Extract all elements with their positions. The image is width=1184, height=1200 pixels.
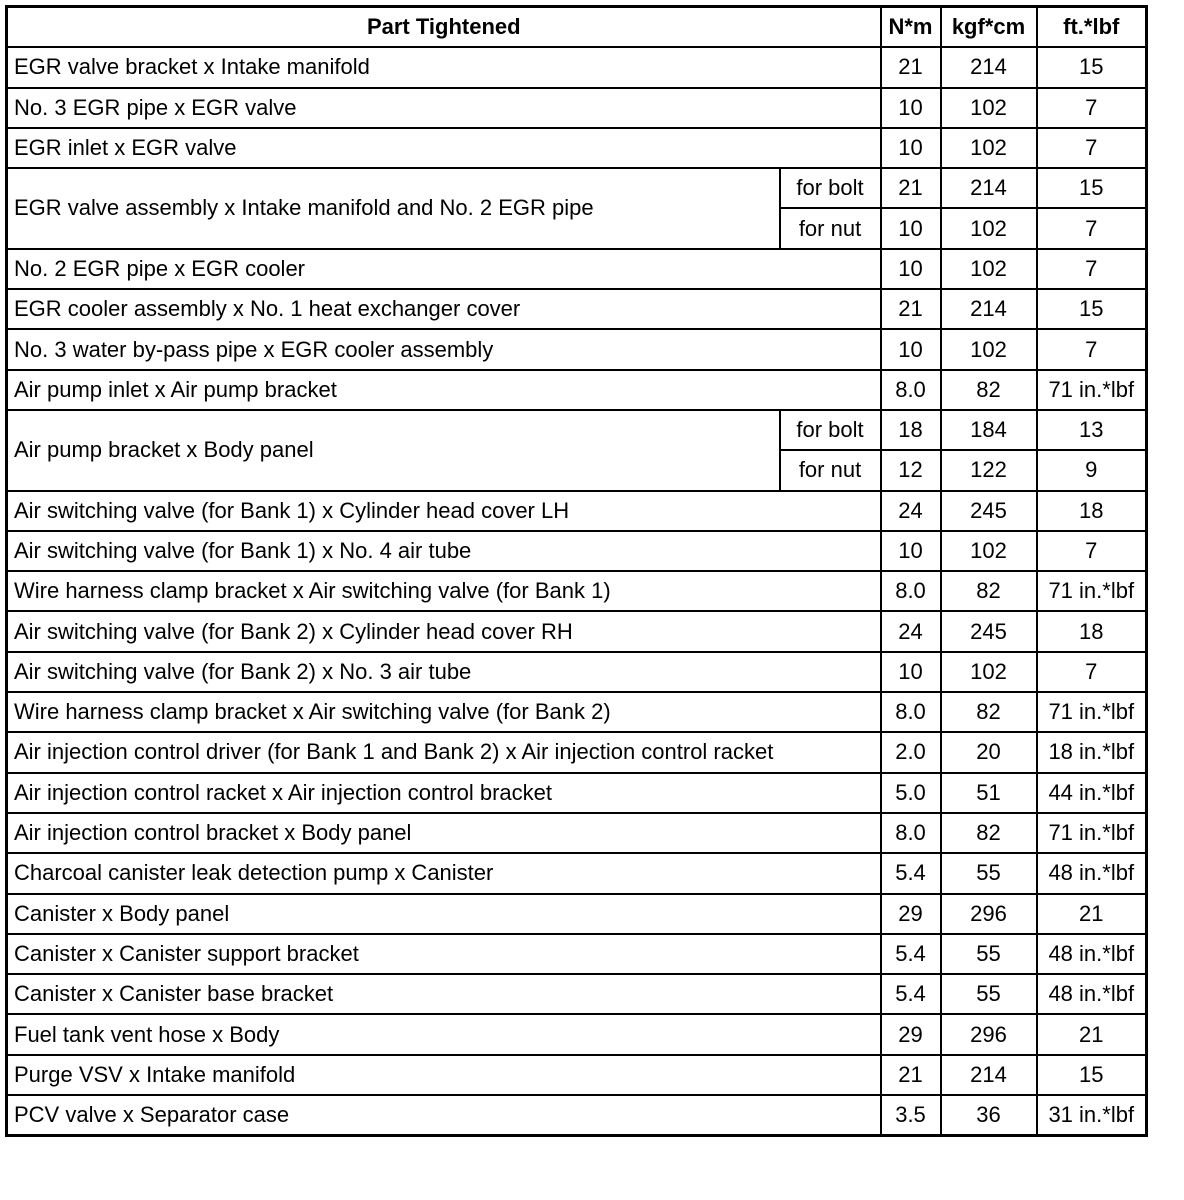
torque-nm-cell: 5.0: [881, 773, 941, 813]
torque-kgf-cm-cell: 82: [941, 370, 1037, 410]
fastener-type-cell: for nut: [780, 208, 881, 248]
table-row: [7, 813, 1147, 853]
table-row: [7, 1095, 1147, 1136]
torque-kgf-cm-cell: 296: [941, 894, 1037, 934]
torque-kgf-cm-cell: 36: [941, 1095, 1037, 1136]
part-name-cell: Air injection control racket x Air injection control bracket: [7, 773, 881, 813]
table-row: [7, 692, 1147, 732]
torque-ft-lbf-cell: 7: [1037, 652, 1147, 692]
torque-nm-cell: 21: [881, 1055, 941, 1095]
part-name-cell: Canister x Canister support bracket: [7, 934, 881, 974]
torque-ft-lbf-cell: 18: [1037, 491, 1147, 531]
part-name-cell: Air pump inlet x Air pump bracket: [7, 370, 881, 410]
part-name-cell: Air switching valve (for Bank 1) x Cylinder head cover LH: [7, 491, 881, 531]
torque-ft-lbf-cell: 18: [1037, 611, 1147, 651]
table-row: [7, 773, 1147, 813]
torque-ft-lbf-cell: 7: [1037, 128, 1147, 168]
torque-kgf-cm-cell: 102: [941, 531, 1037, 571]
part-name-cell: PCV valve x Separator case: [7, 1095, 881, 1136]
torque-kgf-cm-cell: 20: [941, 732, 1037, 772]
table-row: [7, 611, 1147, 651]
torque-kgf-cm-cell: 214: [941, 47, 1037, 87]
torque-ft-lbf-cell: 48 in.*lbf: [1037, 934, 1147, 974]
torque-nm-cell: 8.0: [881, 571, 941, 611]
part-name-cell: Air switching valve (for Bank 2) x No. 3 air tube: [7, 652, 881, 692]
table-header-row: [7, 7, 1147, 48]
torque-ft-lbf-cell: 21: [1037, 1014, 1147, 1054]
torque-kgf-cm-cell: 245: [941, 611, 1037, 651]
table-row: [7, 652, 1147, 692]
part-name-cell: No. 3 EGR pipe x EGR valve: [7, 88, 881, 128]
table-row: [7, 732, 1147, 772]
fastener-type-cell: for nut: [780, 450, 881, 490]
table-row: [7, 410, 1147, 450]
torque-ft-lbf-cell: 71 in.*lbf: [1037, 370, 1147, 410]
torque-nm-cell: 10: [881, 88, 941, 128]
torque-ft-lbf-cell: 7: [1037, 249, 1147, 289]
part-name-cell: EGR valve bracket x Intake manifold: [7, 47, 881, 87]
table-row: [7, 1055, 1147, 1095]
torque-nm-cell: 21: [881, 289, 941, 329]
torque-kgf-cm-cell: 102: [941, 208, 1037, 248]
part-name-cell: EGR valve assembly x Intake manifold and No. 2 EGR pipe: [7, 168, 780, 249]
torque-nm-cell: 8.0: [881, 692, 941, 732]
torque-kgf-cm-cell: 82: [941, 813, 1037, 853]
table-body: [7, 47, 1147, 1136]
torque-kgf-cm-cell: 55: [941, 934, 1037, 974]
header-ft-lbf: ft.*lbf: [1037, 7, 1147, 48]
torque-nm-cell: 3.5: [881, 1095, 941, 1136]
table-row: [7, 1014, 1147, 1054]
torque-kgf-cm-cell: 102: [941, 329, 1037, 369]
torque-kgf-cm-cell: 55: [941, 853, 1037, 893]
torque-kgf-cm-cell: 184: [941, 410, 1037, 450]
part-name-cell: Canister x Canister base bracket: [7, 974, 881, 1014]
torque-nm-cell: 29: [881, 1014, 941, 1054]
torque-kgf-cm-cell: 55: [941, 974, 1037, 1014]
torque-nm-cell: 5.4: [881, 853, 941, 893]
torque-ft-lbf-cell: 71 in.*lbf: [1037, 692, 1147, 732]
part-name-cell: Wire harness clamp bracket x Air switching valve (for Bank 2): [7, 692, 881, 732]
torque-ft-lbf-cell: 15: [1037, 168, 1147, 208]
torque-ft-lbf-cell: 71 in.*lbf: [1037, 571, 1147, 611]
torque-nm-cell: 8.0: [881, 813, 941, 853]
torque-kgf-cm-cell: 296: [941, 1014, 1037, 1054]
part-name-cell: EGR cooler assembly x No. 1 heat exchanger cover: [7, 289, 881, 329]
torque-ft-lbf-cell: 71 in.*lbf: [1037, 813, 1147, 853]
torque-nm-cell: 10: [881, 531, 941, 571]
torque-ft-lbf-cell: 15: [1037, 47, 1147, 87]
fastener-type-cell: for bolt: [780, 168, 881, 208]
torque-kgf-cm-cell: 102: [941, 249, 1037, 289]
header-kgf-cm: kgf*cm: [941, 7, 1037, 48]
torque-nm-cell: 10: [881, 249, 941, 289]
torque-kgf-cm-cell: 245: [941, 491, 1037, 531]
torque-ft-lbf-cell: 13: [1037, 410, 1147, 450]
torque-nm-cell: 5.4: [881, 934, 941, 974]
table-row: [7, 88, 1147, 128]
torque-nm-cell: 2.0: [881, 732, 941, 772]
torque-ft-lbf-cell: 7: [1037, 531, 1147, 571]
torque-nm-cell: 5.4: [881, 974, 941, 1014]
table-row: [7, 168, 1147, 208]
torque-kgf-cm-cell: 82: [941, 692, 1037, 732]
header-part-tightened: Part Tightened: [7, 7, 881, 48]
torque-ft-lbf-cell: 31 in.*lbf: [1037, 1095, 1147, 1136]
torque-ft-lbf-cell: 18 in.*lbf: [1037, 732, 1147, 772]
torque-kgf-cm-cell: 214: [941, 289, 1037, 329]
torque-ft-lbf-cell: 7: [1037, 88, 1147, 128]
table-row: [7, 853, 1147, 893]
torque-kgf-cm-cell: 214: [941, 1055, 1037, 1095]
table-row: [7, 289, 1147, 329]
part-name-cell: Air injection control bracket x Body panel: [7, 813, 881, 853]
torque-nm-cell: 10: [881, 329, 941, 369]
part-name-cell: Purge VSV x Intake manifold: [7, 1055, 881, 1095]
table-row: [7, 370, 1147, 410]
part-name-cell: Canister x Body panel: [7, 894, 881, 934]
part-name-cell: Charcoal canister leak detection pump x Canister: [7, 853, 881, 893]
table-row: [7, 974, 1147, 1014]
torque-ft-lbf-cell: 48 in.*lbf: [1037, 853, 1147, 893]
part-name-cell: No. 2 EGR pipe x EGR cooler: [7, 249, 881, 289]
table-row: [7, 249, 1147, 289]
torque-kgf-cm-cell: 82: [941, 571, 1037, 611]
torque-nm-cell: 24: [881, 611, 941, 651]
table-row: [7, 128, 1147, 168]
torque-kgf-cm-cell: 102: [941, 652, 1037, 692]
torque-nm-cell: 12: [881, 450, 941, 490]
torque-nm-cell: 18: [881, 410, 941, 450]
torque-kgf-cm-cell: 122: [941, 450, 1037, 490]
part-name-cell: Air injection control driver (for Bank 1 and Bank 2) x Air injection control racket: [7, 732, 881, 772]
torque-kgf-cm-cell: 214: [941, 168, 1037, 208]
table-row: [7, 571, 1147, 611]
part-name-cell: Air switching valve (for Bank 1) x No. 4 air tube: [7, 531, 881, 571]
torque-ft-lbf-cell: 15: [1037, 1055, 1147, 1095]
part-name-cell: Air switching valve (for Bank 2) x Cylinder head cover RH: [7, 611, 881, 651]
torque-kgf-cm-cell: 102: [941, 128, 1037, 168]
torque-ft-lbf-cell: 44 in.*lbf: [1037, 773, 1147, 813]
torque-nm-cell: 29: [881, 894, 941, 934]
torque-ft-lbf-cell: 7: [1037, 208, 1147, 248]
torque-nm-cell: 10: [881, 652, 941, 692]
header-nm: N*m: [881, 7, 941, 48]
torque-nm-cell: 10: [881, 208, 941, 248]
torque-nm-cell: 24: [881, 491, 941, 531]
torque-ft-lbf-cell: 9: [1037, 450, 1147, 490]
part-name-cell: Air pump bracket x Body panel: [7, 410, 780, 491]
fastener-type-cell: for bolt: [780, 410, 881, 450]
table-row: [7, 47, 1147, 87]
torque-nm-cell: 8.0: [881, 370, 941, 410]
part-name-cell: No. 3 water by-pass pipe x EGR cooler assembly: [7, 329, 881, 369]
table-row: [7, 329, 1147, 369]
torque-ft-lbf-cell: 21: [1037, 894, 1147, 934]
table-row: [7, 934, 1147, 974]
torque-spec-table: [5, 5, 1148, 1137]
table-row: [7, 531, 1147, 571]
table-row: [7, 491, 1147, 531]
torque-nm-cell: 10: [881, 128, 941, 168]
torque-kgf-cm-cell: 51: [941, 773, 1037, 813]
torque-ft-lbf-cell: 48 in.*lbf: [1037, 974, 1147, 1014]
torque-nm-cell: 21: [881, 168, 941, 208]
torque-ft-lbf-cell: 15: [1037, 289, 1147, 329]
torque-nm-cell: 21: [881, 47, 941, 87]
torque-kgf-cm-cell: 102: [941, 88, 1037, 128]
table-row: [7, 894, 1147, 934]
torque-ft-lbf-cell: 7: [1037, 329, 1147, 369]
part-name-cell: EGR inlet x EGR valve: [7, 128, 881, 168]
part-name-cell: Wire harness clamp bracket x Air switching valve (for Bank 1): [7, 571, 881, 611]
part-name-cell: Fuel tank vent hose x Body: [7, 1014, 881, 1054]
